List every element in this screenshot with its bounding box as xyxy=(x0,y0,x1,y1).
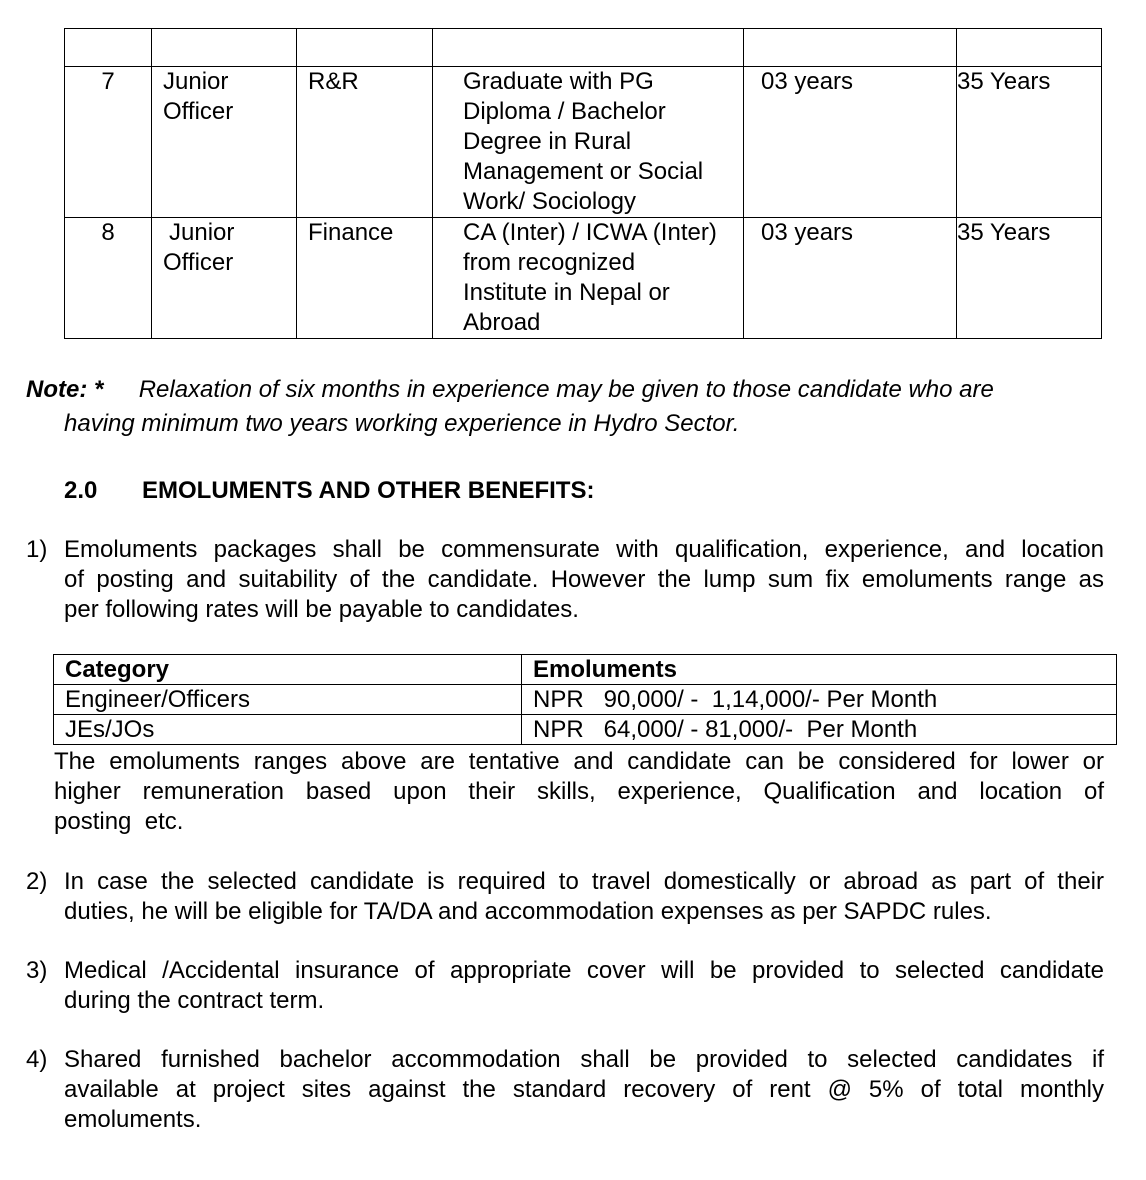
post-line: Junior xyxy=(163,68,229,95)
table-row xyxy=(65,218,1102,339)
list-marker: 1) xyxy=(26,536,48,563)
paragraph-line: during the contract term. xyxy=(64,987,325,1014)
age-limit: 35 Years xyxy=(957,68,1051,95)
note-text: Relaxation of six months in experience may be given to those candidate who are xyxy=(138,376,994,403)
paragraph-line: available at project sites against the standard recovery of rent @ 5% of total monthly xyxy=(64,1076,1104,1103)
table-cell xyxy=(65,29,152,67)
table-row xyxy=(65,29,1102,67)
list-item xyxy=(64,535,1104,625)
experience-cell xyxy=(744,67,957,218)
table-cell xyxy=(957,29,1102,67)
table-cell: NPR 64,000/ - 81,000/- Per Month xyxy=(522,715,1117,745)
post-line: Officer xyxy=(163,249,234,276)
section-heading xyxy=(64,476,594,506)
table-header-row xyxy=(54,655,1117,685)
discipline: R&R xyxy=(308,68,359,95)
note-line-1 xyxy=(26,373,1106,407)
paragraph-line: Shared furnished bachelor accommodation shall be provided to selected candidates if xyxy=(64,1046,1104,1073)
post-cell xyxy=(152,218,297,339)
section-number: 2.0 xyxy=(64,477,98,504)
paragraph-line: The emoluments ranges above are tentative and candidate can be considered for lower or xyxy=(54,748,1104,775)
serial-number: 7 xyxy=(101,68,115,95)
qualification-line: Management or Social xyxy=(463,158,704,185)
table-cell xyxy=(152,29,297,67)
list-item xyxy=(64,956,1104,1016)
serial-number-cell xyxy=(65,218,152,339)
emoluments-table xyxy=(53,654,1117,745)
discipline-cell xyxy=(297,218,433,339)
experience: 03 years xyxy=(761,68,854,95)
table-row xyxy=(65,67,1102,218)
discipline-cell xyxy=(297,67,433,218)
list-marker: 4) xyxy=(26,1046,48,1073)
paragraph-line: higher remuneration based upon their skills, experience, Qualification and location of xyxy=(54,778,1104,805)
qualification-line: Degree in Rural xyxy=(463,128,632,155)
paragraph-line: per following rates will be payable to candidates. xyxy=(64,596,579,623)
table-cell xyxy=(433,29,744,67)
table-cell xyxy=(744,29,957,67)
qualification-line: Abroad xyxy=(463,309,541,336)
table-row xyxy=(54,715,1117,745)
age-cell xyxy=(957,67,1102,218)
paragraph-line: of posting and suitability of the candidate. However the lump sum fix emoluments range as xyxy=(64,566,1104,593)
column-header: Category xyxy=(54,655,522,685)
table-cell: Engineer/Officers xyxy=(54,685,522,715)
list-marker: 3) xyxy=(26,957,48,984)
qualification-line: Institute in Nepal or xyxy=(463,279,670,306)
table-cell: NPR 90,000/ - 1,14,000/- Per Month xyxy=(522,685,1117,715)
section-title: EMOLUMENTS AND OTHER BENEFITS: xyxy=(142,477,595,504)
experience: 03 years xyxy=(761,219,854,246)
age-cell xyxy=(957,218,1102,339)
qualification-line: from recognized xyxy=(463,249,636,276)
paragraph-line: duties, he will be eligible for TA/DA and accommodation expenses as per SAPDC rules. xyxy=(64,898,992,925)
serial-number: 8 xyxy=(101,219,115,246)
table-cell: JEs/JOs xyxy=(54,715,522,745)
table-cell xyxy=(297,29,433,67)
serial-number-cell xyxy=(65,67,152,218)
qualification-cell xyxy=(433,218,744,339)
note-label: Note: * xyxy=(26,376,104,403)
table-row xyxy=(54,685,1117,715)
age-limit: 35 Years xyxy=(957,219,1051,246)
discipline: Finance xyxy=(308,219,394,246)
paragraph-line: In case the selected candidate is required to travel domestically or abroad as part of their xyxy=(64,868,1104,895)
paragraph-line: Emoluments packages shall be commensurate with qualification, experience, and location xyxy=(64,536,1104,563)
paragraph-line: emoluments. xyxy=(64,1106,202,1133)
qualification-line: Diploma / Bachelor xyxy=(463,98,666,125)
qualification-line: CA (Inter) / ICWA (Inter) xyxy=(463,219,717,246)
experience-cell xyxy=(744,218,957,339)
list-item xyxy=(64,867,1104,927)
qualification-cell xyxy=(433,67,744,218)
note-line-2: having minimum two years working experience in Hydro Sector. xyxy=(64,410,740,437)
column-header: Emoluments xyxy=(522,655,1117,685)
paragraph-line: posting etc. xyxy=(54,808,184,835)
qualification-line: Work/ Sociology xyxy=(463,188,636,215)
list-marker: 2) xyxy=(26,868,48,895)
qualification-line: Graduate with PG xyxy=(463,68,654,95)
post-line: Junior xyxy=(169,219,235,246)
post-line: Officer xyxy=(163,98,234,125)
post-cell xyxy=(152,67,297,218)
qualification-table xyxy=(64,28,1102,339)
paragraph-line: Medical /Accidental insurance of appropriate cover will be provided to selected candidate xyxy=(64,957,1104,984)
emoluments-note xyxy=(54,747,1104,837)
list-item xyxy=(64,1045,1104,1135)
